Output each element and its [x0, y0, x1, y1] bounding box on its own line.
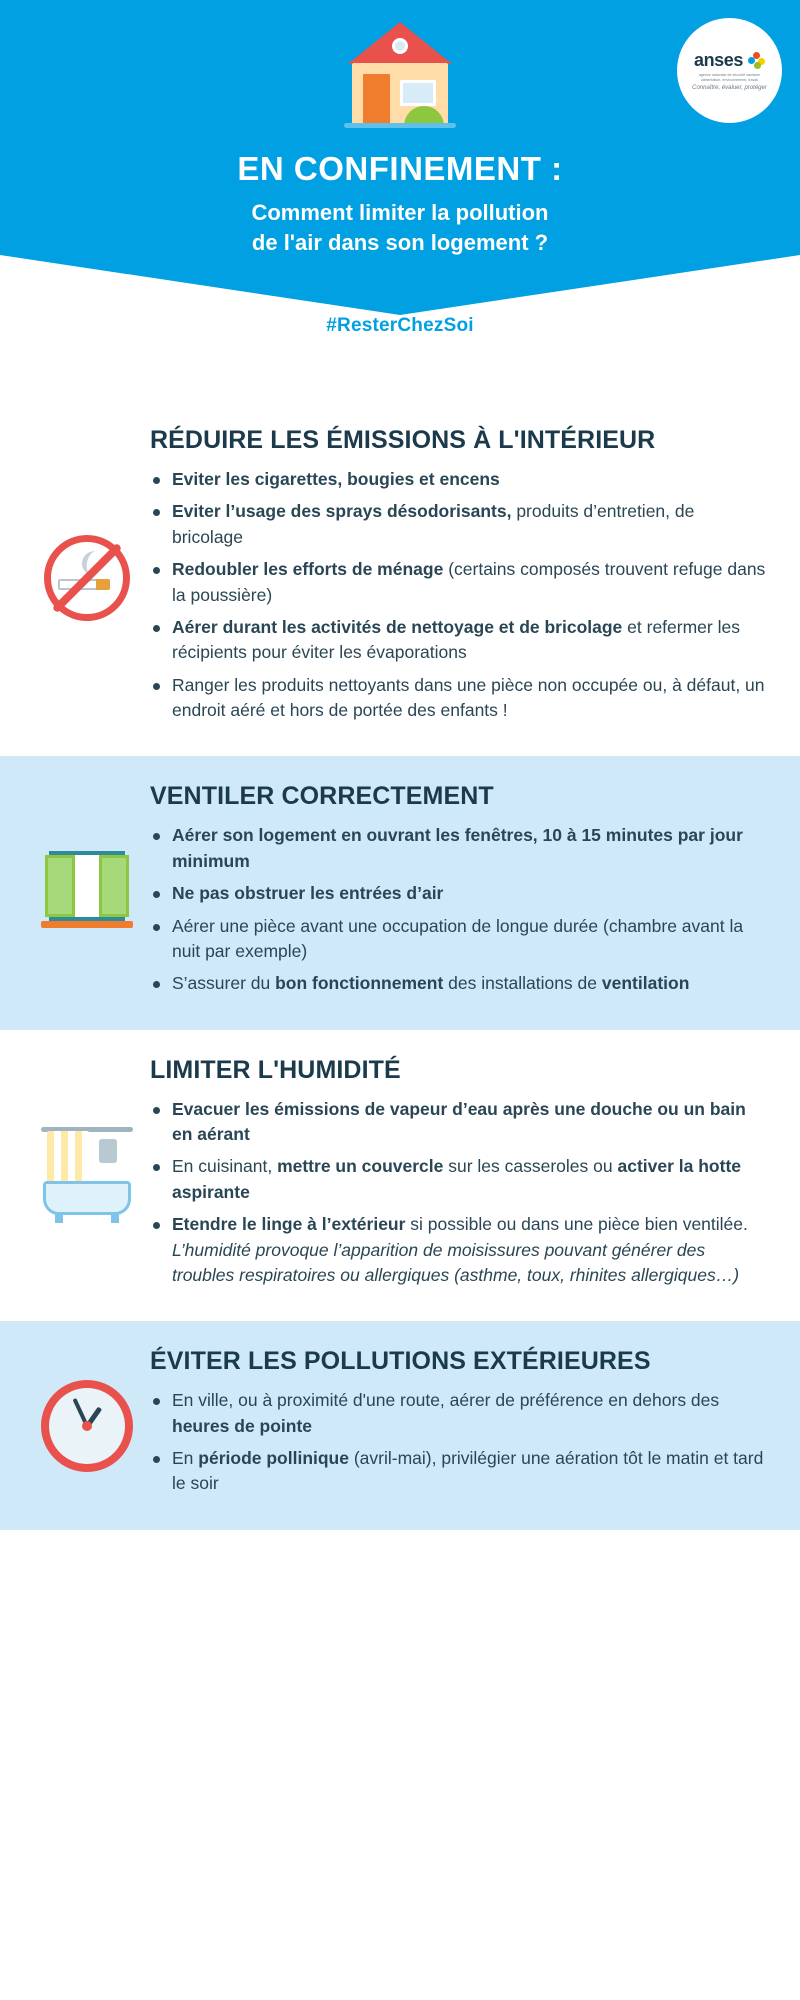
- list-item: [150, 1446, 766, 1497]
- section-title: VENTILER CORRECTEMENT: [150, 782, 494, 811]
- list-item: [150, 673, 766, 724]
- clock-icon: [24, 1380, 150, 1472]
- list-item-text: et refermer les récipients pour éviter les évaporations: [172, 616, 740, 663]
- section-list: [150, 823, 766, 996]
- logo-wordmark: anses: [693, 49, 744, 70]
- list-item-text: sur les casseroles ou: [443, 1156, 618, 1177]
- list-item-bold: ventilation: [601, 973, 690, 994]
- list-item-bold: Ne pas obstruer les entrées d’air: [172, 883, 444, 904]
- logo-dots-icon: [748, 52, 765, 69]
- list-item-bold: heures de pointe: [172, 1415, 313, 1436]
- open-window-icon: [24, 851, 150, 935]
- page-title: EN CONFINEMENT :: [237, 150, 563, 187]
- list-item-text: des installations de: [443, 973, 602, 994]
- list-item: [150, 557, 766, 608]
- list-item-text: S’assurer du: [172, 973, 276, 994]
- list-item-text: En cuisinant,: [172, 1156, 278, 1177]
- no-smoking-icon: [24, 535, 150, 621]
- section-title: ÉVITER LES POLLUTIONS EXTÉRIEURES: [150, 1347, 651, 1376]
- list-item-bold: Aérer durant les activités de nettoyage et de bricolage: [172, 616, 623, 637]
- list-item-bold: Evacuer les émissions de vapeur d’eau après une douche ou un bain en aérant: [172, 1098, 746, 1144]
- header: [0, 0, 800, 400]
- list-item: [150, 1388, 766, 1439]
- list-item: [150, 1212, 766, 1288]
- logo-subtitle: agence nationale de sécurité sanitaire alimentation, environnement, travail: [699, 72, 760, 82]
- logo-tagline: Connaître, évaluer, protéger: [692, 85, 767, 92]
- list-item-bold: mettre un couvercle: [277, 1156, 444, 1177]
- list-item-text: produits d’entretien, de bricolage: [172, 501, 695, 547]
- list-item: [150, 823, 766, 874]
- list-item: [150, 1097, 766, 1148]
- list-item: [150, 1154, 766, 1205]
- list-item: [150, 467, 766, 492]
- list-item-text: si possible ou dans une pièce bien ventilée.: [405, 1214, 748, 1235]
- list-item-bold: activer la hotte aspirante: [172, 1156, 742, 1202]
- section-list: [150, 1388, 766, 1497]
- house-icon: [330, 22, 470, 137]
- list-item-text: Aérer une pièce avant une occupation de longue durée (chambre avant la nuit par exemple): [172, 915, 744, 961]
- list-item-text: En: [172, 1448, 199, 1468]
- list-item: [150, 971, 766, 996]
- section-limiter-l-humidite: [0, 1030, 800, 1322]
- list-item-text: Ranger les produits nettoyants dans une pièce non occupée ou, à défaut, un endroit aéré et hors de portée des enfants !: [172, 674, 765, 720]
- list-item-bold: Aérer son logement en ouvrant les fenêtres, 10 à 15 minutes par jour minimum: [172, 825, 743, 871]
- list-item-text: (avril-mai), privilégier une aération tôt le matin et tard le soir: [172, 1448, 764, 1494]
- list-item: [150, 499, 766, 550]
- title-block: [0, 150, 800, 257]
- list-item: [150, 914, 766, 965]
- list-item-note: L’humidité provoque l’apparition de moisissures pouvant générer des troubles respiratoires ou allergiques (asthme, toux, rhinites allergiques…): [172, 1239, 740, 1285]
- page-subtitle-line2: de l'air dans son logement ?: [251, 229, 549, 255]
- list-item-bold: Eviter les cigarettes, bougies et encens: [172, 469, 500, 489]
- section-list: [150, 467, 766, 723]
- list-item-text: En ville, ou à proximité d'une route, aérer de préférence en dehors des: [172, 1390, 720, 1411]
- hashtag: #ResterChezSoi: [326, 315, 474, 336]
- section-list: [150, 1097, 766, 1289]
- section-ventiler-correctement: [0, 756, 800, 1029]
- list-item-text: (certains composés trouvent refuge dans la poussière): [172, 559, 766, 605]
- list-item-bold: bon fonctionnement: [275, 973, 444, 994]
- section-eviter-les-pollutions-exterieures: [0, 1321, 800, 1530]
- list-item-bold: Etendre le linge à l’extérieur: [172, 1214, 406, 1235]
- list-item-bold: période pollinique: [198, 1448, 349, 1468]
- list-item-bold: Redoubler les efforts de ménage: [172, 559, 444, 580]
- section-title: RÉDUIRE LES ÉMISSIONS À L'INTÉRIEUR: [150, 426, 656, 454]
- page-subtitle-line1: Comment limiter la pollution: [251, 200, 549, 225]
- section-reduire-les-emissions: [0, 400, 800, 756]
- bathtub-icon: [24, 1127, 150, 1223]
- list-item: [150, 881, 766, 906]
- list-item: [150, 615, 766, 666]
- anses-logo: [677, 18, 782, 123]
- list-item-bold: Eviter l’usage des sprays désodorisants,: [172, 501, 512, 522]
- section-title: LIMITER L'HUMIDITÉ: [150, 1055, 401, 1084]
